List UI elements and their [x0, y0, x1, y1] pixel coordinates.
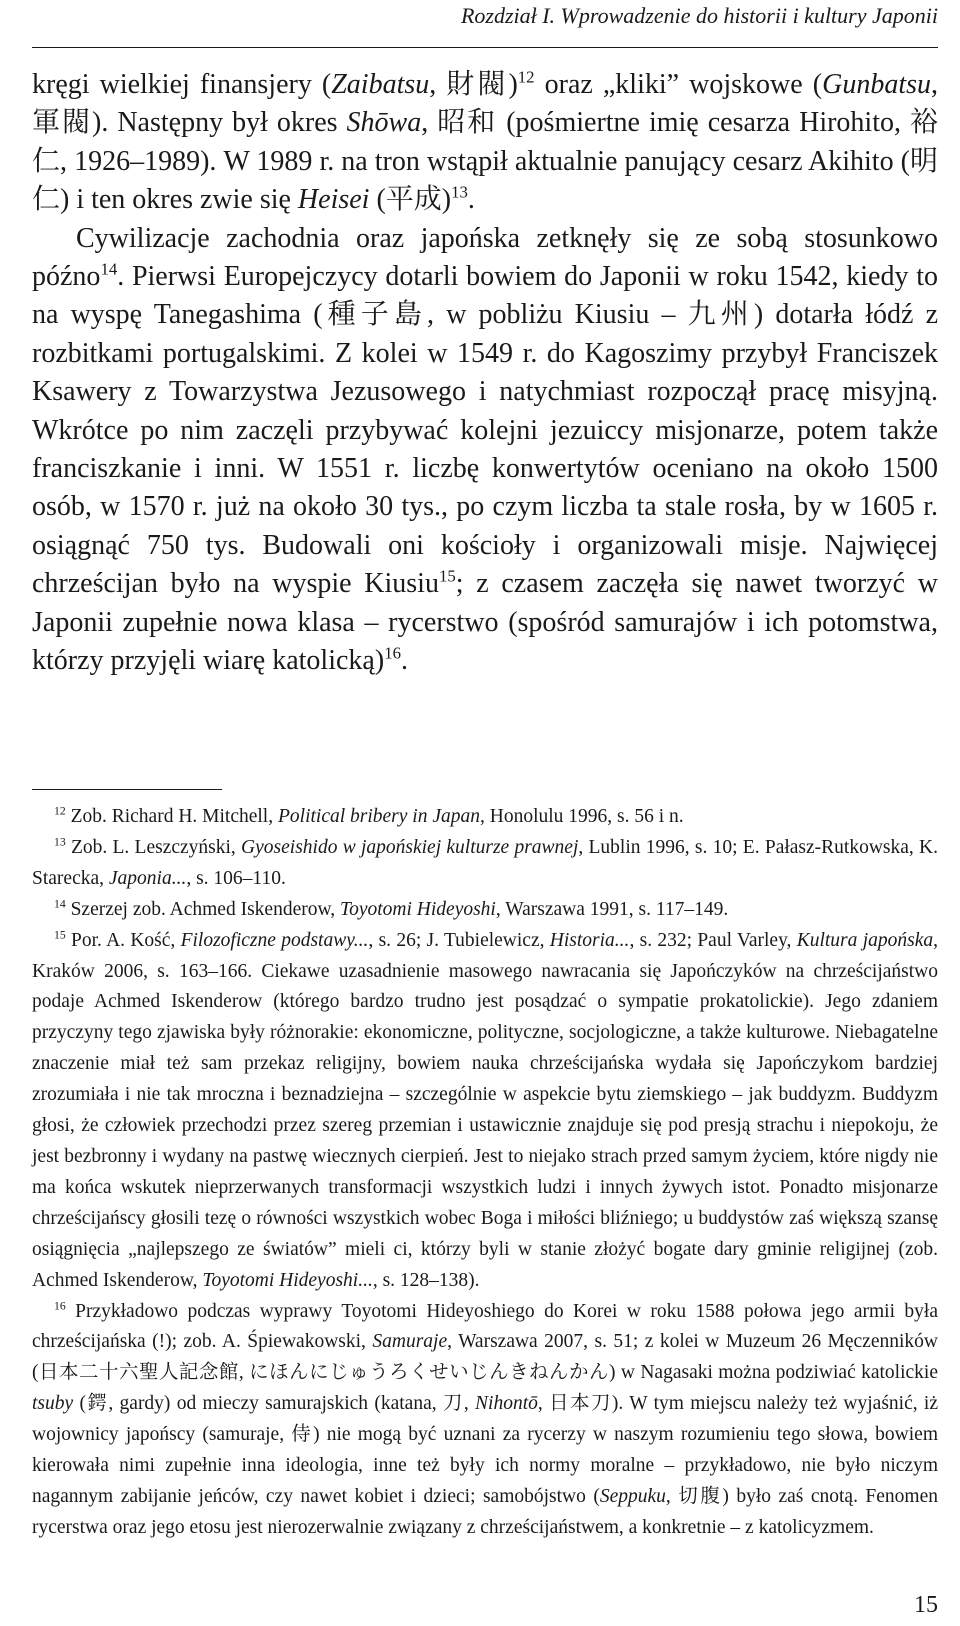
- footnote-16: $^{16}$ Przykładowo podczas wyprawy Toyotomi Hideyoshiego do Korei w roku 1588 połowa jego armii była chrześcijańska (!); zob. A. Śpiewakowski, Samuraje, Warszawa 2007, s. 51; z kolei w Muzeum 26 Męczenników (日本二十六聖人記念館, にほんにじゅうろくせいじんきねんかん) w Nagasaki można podziwiać katolickie tsuby (鍔, gardy) od mieczy samurajskich (katana, 刀, Nihontō, 日本刀). W tym miejscu należy też wyjaśnić, iż wojownicy japońscy (samuraje, 侍) nie mogą być uznani za rycerzy w naszym rozumieniu tego słowa, bowiem kierowała nimi zupełnie inna ideologia, inne też były ich normy moralne – przykładowo, nie było niczym nagannym zabijanie jeńców, czy nawet kobiet i dzieci; samobójstwo (Seppuku, 切腹) było zaś cnotą. Fenomen rycerstwa oraz jego etosu jest nierozerwalnie związany z chrześcijaństwem, a konkretnie – z katolicyzmem.: [32, 1299, 938, 1538]
- page-number: 15: [914, 1592, 938, 1618]
- footnote-number: 12: [54, 804, 66, 818]
- footnote-ref-14[interactable]: 14: [100, 259, 118, 279]
- running-header: Rozdział I. Wprowadzenie do historii i kultury Japonii: [460, 3, 938, 28]
- main-text: [32, 66, 938, 681]
- footnote-number: 16: [54, 1299, 66, 1312]
- footnotes: [32, 802, 938, 1544]
- document-page: [32, 0, 938, 1626]
- footnote-number: 13: [54, 835, 66, 849]
- paragraph-2: Cywilizacje zachodnia oraz japońska zetknęły się ze sobą stosunkowo późno$^{14}$. Pierwsi Europejczycy dotarli bowiem do Japonii w roku 1542, kiedy to na wyspę Tanegashima (種子島, w pobliżu Kiusiu – 九州) dotarła łódź z rozbitkami portugalskimi. Z kolei w 1549 r. do Kagoszimy przybył Franciszek Ksawery z Towarzystwa Jezusowego i natychmiast rozpoczął pracę misyjną. Wkrótce po nim zaczęli przybywać kolejni jezuiccy misjonarze, potem także franciszkanie i inni. W 1551 r. liczbę konwertytów oceniano na około 1500 osób, w 1570 r. już na około 30 tys., po czym liczba ta stale rosła, by w 1605 r. osiągnąć 750 tys. Budowali oni kościoły i organizowali misje. Najwięcej chrześcijan było na wyspie Kiusiu$^{15}$; z czasem zaczęła się nawet tworzyć w Japonii zupełnie nowa klasa – rycerstwo (spośród samurajów i ich potomstwa, którzy przyjęli wiarę katolicką)$^{16}$.: [32, 222, 939, 677]
- footnote-14: $^{14}$ Szerzej zob. Achmed Iskenderow, Toyotomi Hideyoshi, Warszawa 1991, s. 117–149.: [54, 897, 729, 920]
- footnote-12: $^{12}$ Zob. Richard H. Mitchell, Political bribery in Japan, Honolulu 1996, s. 56 i n.: [54, 804, 684, 827]
- footnote-ref-15[interactable]: 15: [438, 566, 456, 586]
- footnote-ref-16[interactable]: 16: [384, 643, 401, 663]
- header-rule: [32, 47, 938, 48]
- footnote-number: 15: [54, 928, 66, 942]
- footnote-separator: [32, 789, 222, 790]
- paragraph-1: kręgi wielkiej finansjery (Zaibatsu, 財閥)$^{12}$ oraz „kliki” wojskowe (Gunbatsu, 軍閥). Następny był okres Shōwa, 昭和 (pośmiertne imię cesarza Hirohito, 裕仁, 1926–1989). W 1989 r. na tron wstąpił aktualnie panujący cesarz Akihito (明仁) i ten okres zwie się Heisei (平成)$^{13}$.: [32, 67, 938, 216]
- footnote-ref-12[interactable]: 12: [517, 67, 535, 87]
- footnote-13: $^{13}$ Zob. L. Leszczyński, Gyoseishido w japońskiej kulturze prawnej, Lublin 1996, s. 10; E. Pałasz-Rutkowska, K. Starecka, Japonia..., s. 106–110.: [32, 835, 938, 889]
- footnote-ref-13[interactable]: 13: [451, 182, 468, 202]
- footnote-15: $^{15}$ Por. A. Kość, Filozoficzne podstawy..., s. 26; J. Tubielewicz, Historia..., s. 232; Paul Varley, Kultura japońska, Kraków 2006, s. 163–166. Ciekawe uzasadnienie masowego nawracania się Japończyków na chrześcijaństwo podaje Achmed Iskenderow (którego bardzo trudno jest posądzać o sympatie prokatolickie). Jego zdaniem przyczyny tego zjawiska były różnorakie: ekonomiczne, polityczne, socjologiczne, a także kulturowe. Niebagatelne znaczenie miał też sam przekaz religijny, bowiem nauka chrześcijańska wydała się Japończykom bardziej zrozumiała i nie tak mroczna i beznadziejna – szczególnie w aspekcie bytu ziemskiego – jak buddyzm. Buddyzm głosi, że człowiek przechodzi przez szereg przemian i ustawicznie znajduje się pod presją strachu i niepokoju, że jest bezbronny i wydany na pastwę wiecznych cierpień. Jest to niejako strach przed samym życiem, które nigdy nie ma końca wskutek nieprzerwanych transformacji wszystkich ludzi i innych żywych istot. Ponadto misjonarze chrześcijańscy głosili tezę o równości wszystkich wobec Boga i miłości bliźniego; u buddystów zaś większą szansę osiągnięcia „najlepszego ze światów” mieli ci, którzy byli w stanie złożyć bogate dary gminie religijnej (zob. Achmed Iskenderow, Toyotomi Hideyoshi..., s. 128–138).: [32, 928, 938, 1291]
- footnote-number: 14: [54, 897, 66, 911]
